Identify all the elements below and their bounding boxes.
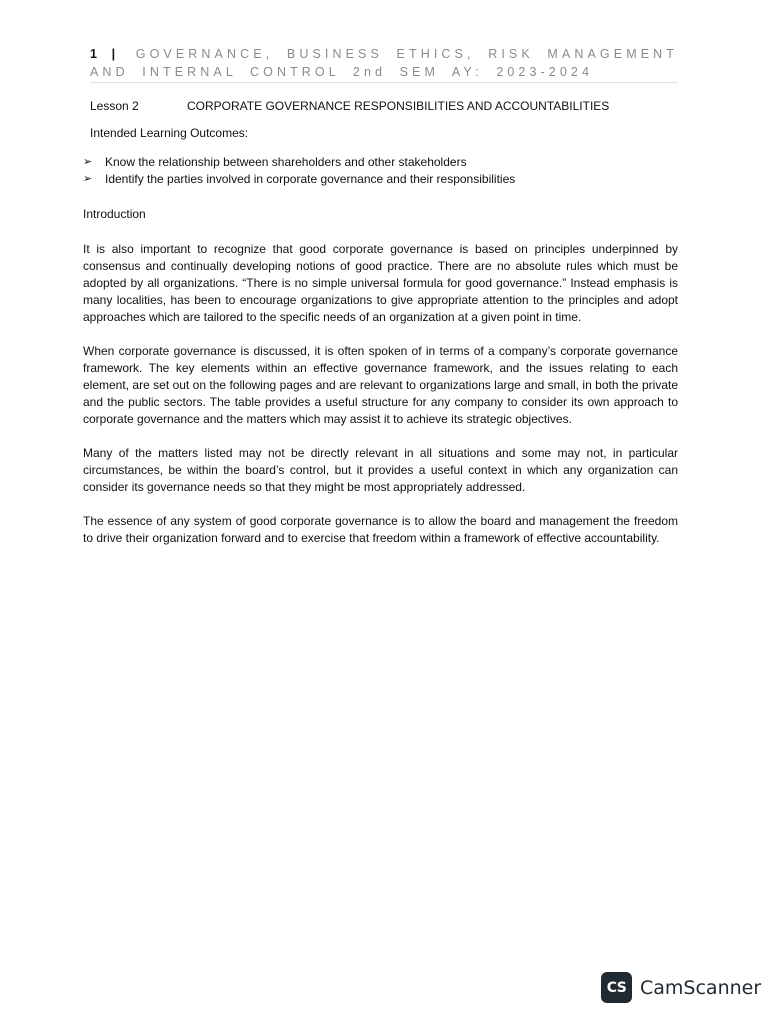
lesson-heading xyxy=(90,98,678,115)
outcomes-heading: Intended Learning Outcomes: xyxy=(90,126,249,140)
header-title: GOVERNANCE, BUSINESS ETHICS, RISK MANAGEMENT AND INTERNAL CONTROL 2nd SEM AY: 2023-2024 xyxy=(90,47,679,79)
list-item xyxy=(83,171,678,188)
paragraph: When corporate governance is discussed, it is often spoken of in terms of a company’s corporate governance framework. The key elements within an effective governance framework, and the issues relating to each element, are set out on the following pages and are relevant to organizations large and small, in both the private and the public sectors. The table provides a useful structure for any company to consider its own approach to corporate governance and the matters which may assist it to achieve its strategic objectives. xyxy=(83,344,678,426)
camscanner-logo-icon: CS xyxy=(601,972,632,1003)
camscanner-name: CamScanner xyxy=(640,976,762,999)
arrow-bullet-icon: ➢ xyxy=(83,156,93,168)
outcome-text: Identify the parties involved in corporate governance and their responsibilities xyxy=(105,172,516,186)
page-header xyxy=(90,45,678,81)
section-heading: Introduction xyxy=(83,207,146,221)
paragraph: The essence of any system of good corporate governance is to allow the board and management the freedom to drive their organization forward and to exercise that freedom within a framework of effective accountability. xyxy=(83,514,678,545)
header-divider xyxy=(90,82,678,83)
lesson-number: Lesson 2 xyxy=(90,99,139,113)
page-number: 1 xyxy=(90,47,98,61)
header-separator: | xyxy=(111,47,117,61)
list-item xyxy=(83,154,678,171)
paragraph: It is also important to recognize that good corporate governance is based on principles underpinned by consensus and continually developing notions of good practice. There are no absolute rules which must be adopted by all organizations. “There is no simple universal formula for good governance.” Instead emphasis is many localities, has been to encourage organizations to give appropriate attention to the principles and adopt approaches which are tailored to the specific needs of an organization at a given point in time. xyxy=(83,242,678,324)
lesson-title: CORPORATE GOVERNANCE RESPONSIBILITIES AND ACCOUNTABILITIES xyxy=(187,99,610,113)
arrow-bullet-icon: ➢ xyxy=(83,173,93,185)
paragraph: Many of the matters listed may not be directly relevant in all situations and some may not, in particular circumstances, be within the board’s control, but it provides a useful context in which any organization can consider its governance needs so that they might be most appropriately addressed. xyxy=(83,446,678,494)
camscanner-watermark xyxy=(601,972,761,1003)
outcome-text: Know the relationship between shareholders and other stakeholders xyxy=(105,155,467,169)
outcomes-list xyxy=(83,154,678,188)
document-body xyxy=(83,98,678,564)
